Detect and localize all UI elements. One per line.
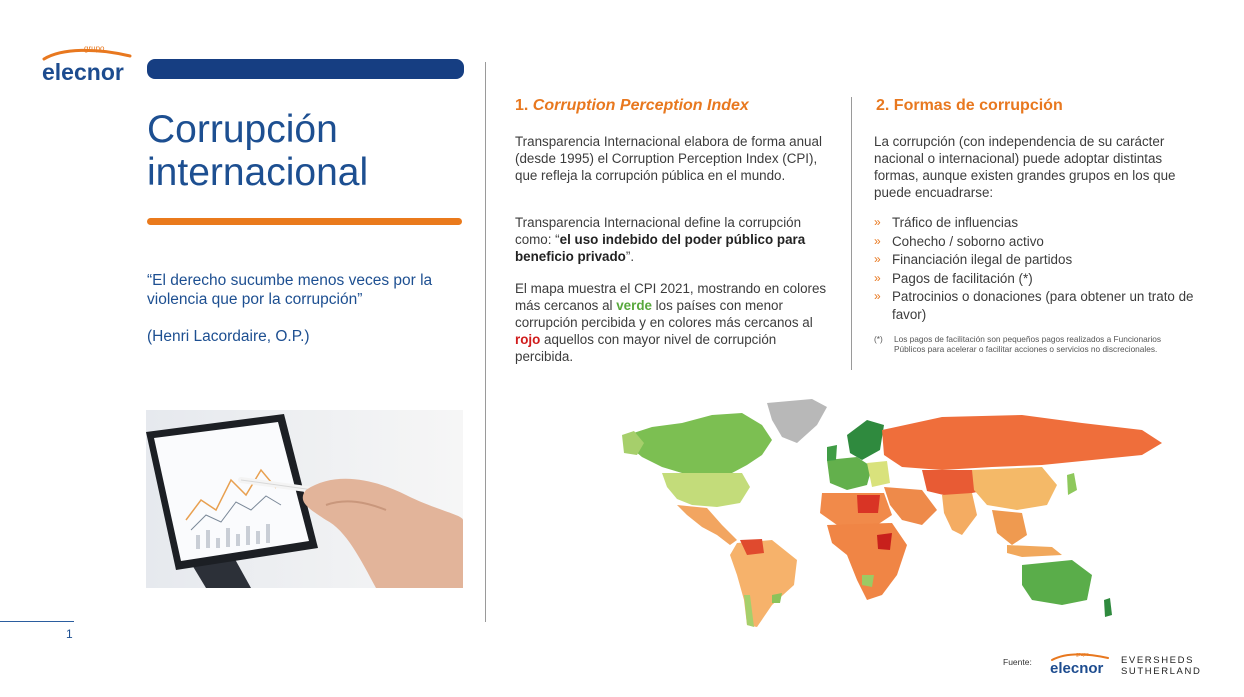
corruption-forms-list — [874, 214, 1204, 325]
para3-part-b: los países con menor corrupción percibida y en colores más cercanos al — [515, 298, 813, 330]
footer-logo-brand: elecnor — [1050, 660, 1104, 677]
bullet-arrow-icon: » — [874, 289, 881, 304]
map-scandinavia — [847, 420, 884, 460]
map-libya — [857, 495, 880, 513]
map-indonesia — [1007, 545, 1062, 557]
map-uk — [827, 445, 837, 461]
map-mexico — [677, 505, 737, 545]
bullet-arrow-icon: » — [874, 270, 881, 285]
section1-paragraph-2 — [515, 214, 833, 265]
map-canada — [627, 413, 772, 475]
map-eastern-europe — [867, 461, 890, 487]
page-number-line — [0, 621, 74, 622]
page-title: Corrupción internacional — [147, 108, 369, 194]
map-north-africa — [820, 493, 892, 525]
section1-paragraph-3 — [515, 280, 833, 365]
list-item-label: Cohecho / soborno activo — [892, 233, 1044, 249]
cpi-world-map — [622, 395, 1184, 635]
bullet-arrow-icon: » — [874, 215, 881, 229]
section1-heading — [515, 97, 749, 115]
section1-paragraph-1: Transparencia Internacional elabora de forma anual (desde 1995) el Corruption Perception Index (CPI), que refleja la corrupción pública en el mundo. — [515, 134, 822, 183]
corruption-definition: el uso indebido del poder público para beneficio privado — [515, 232, 806, 264]
para2-prefix: Transparencia Internacional define la corrupción como: “ — [515, 215, 802, 247]
para3-part-a: El mapa muestra el CPI 2021, mostrando en colores más cercanos al — [515, 281, 827, 313]
bullet-arrow-icon: » — [874, 233, 881, 248]
partner-name-line1: EVERSHEDS — [1121, 655, 1195, 666]
section1-heading-text: Corruption Perception Index — [532, 97, 749, 114]
elecnor-logo — [42, 44, 134, 84]
map-china — [972, 467, 1057, 510]
map-botswana — [862, 575, 874, 587]
para2-suffix: ”. — [625, 249, 635, 264]
map-africa — [827, 523, 907, 600]
para3-part-c: aquellos con mayor nivel de corrupción percibida. — [515, 332, 777, 364]
partner-logo — [1121, 655, 1201, 677]
page-number: 1 — [66, 627, 73, 641]
red-word: rojo — [515, 332, 541, 347]
list-item-label: Patrocinios o donaciones (para obtener un trato de favor) — [892, 289, 1194, 322]
green-word: verde — [616, 298, 652, 313]
list-item-label: Tráfico de influencias — [892, 215, 1019, 230]
list-item — [874, 270, 1204, 288]
partner-name-line2: SUTHERLAND — [1121, 666, 1202, 677]
footnote-mark: (*) — [874, 334, 883, 344]
section-divider — [851, 97, 852, 370]
footnote-text: Los pagos de facilitación son pequeños pagos realizados a Funcionarios Públicos para acelerar o facilitar acciones o servicios no discrecionales. — [894, 334, 1162, 354]
list-item-label: Financiación ilegal de partidos — [892, 252, 1073, 268]
map-new-zealand — [1104, 598, 1112, 617]
title-underline-bar — [147, 218, 462, 225]
logo-brand-name: elecnor — [42, 59, 124, 85]
section2-heading: 2. Formas de corrupción — [876, 97, 1063, 114]
bullet-arrow-icon: » — [874, 252, 881, 267]
map-australia — [1022, 560, 1092, 605]
title-accent-bar — [147, 59, 464, 79]
list-item — [874, 214, 1204, 232]
map-japan — [1067, 473, 1077, 495]
section1-heading-number: 1. — [515, 97, 529, 114]
logo-group-word: grupo — [84, 44, 105, 53]
map-southeast-asia — [992, 510, 1027, 545]
quote-text: “El derecho sucumbe menos veces por la violencia que por la corrupción” — [147, 272, 433, 308]
section2-intro: La corrupción (con independencia de su carácter nacional o internacional) puede adoptar distintas formas, aunque existen grandes grupos en los que puede encuadrarse: — [874, 134, 1176, 200]
footer-logo-group: grupo — [1076, 652, 1089, 658]
map-russia — [882, 415, 1162, 470]
map-middle-east — [884, 487, 937, 525]
map-south-sudan — [877, 533, 892, 550]
map-greenland — [767, 399, 827, 443]
column-divider — [485, 62, 486, 622]
map-western-europe — [827, 457, 872, 490]
list-item — [874, 288, 1204, 323]
source-label: Fuente: — [1003, 657, 1032, 667]
tablet-photo — [146, 410, 463, 588]
list-item — [874, 251, 1204, 269]
map-usa — [662, 473, 750, 507]
map-india — [942, 493, 977, 535]
footer-elecnor-logo — [1050, 652, 1110, 678]
list-item — [874, 233, 1204, 251]
quote-author: (Henri Lacordaire, O.P.) — [147, 328, 310, 345]
list-item-label: Pagos de facilitación (*) — [892, 270, 1033, 286]
